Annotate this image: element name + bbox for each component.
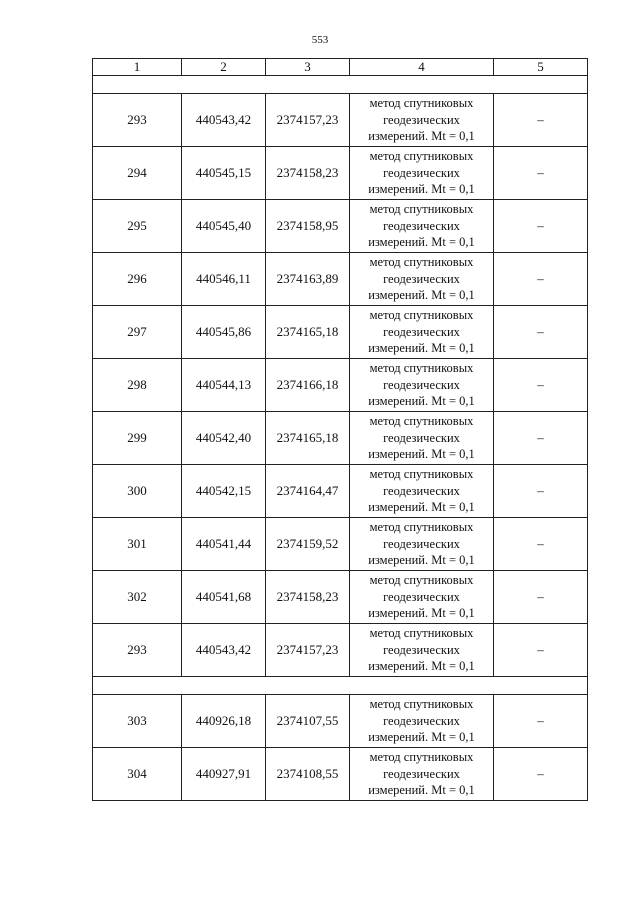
point-number-cell: 297 (93, 306, 182, 359)
method-line-3: измерений. Mt = 0,1 (368, 288, 475, 303)
header-row (93, 59, 588, 76)
note-cell: – (494, 200, 588, 253)
note-cell: – (494, 695, 588, 748)
y-coordinate-cell: 2374164,47 (266, 465, 350, 518)
point-number-cell: 293 (93, 94, 182, 147)
x-coordinate-cell: 440545,86 (182, 306, 266, 359)
point-number-cell: 294 (93, 147, 182, 200)
method-line-3: измерений. Mt = 0,1 (368, 129, 475, 144)
table-row (93, 748, 588, 801)
method-line-3: измерений. Mt = 0,1 (368, 730, 475, 745)
method-cell (350, 571, 494, 624)
method-line-2: геодезических (383, 589, 460, 604)
method-line-1: метод спутниковых (369, 414, 474, 429)
y-coordinate-cell: 2374158,23 (266, 571, 350, 624)
y-coordinate-cell: 2374157,23 (266, 624, 350, 677)
method-line-3: измерений. Mt = 0,1 (368, 553, 475, 568)
x-coordinate-cell: 440545,15 (182, 147, 266, 200)
method-line-2: геодезических (383, 713, 460, 728)
page-number: 553 (311, 34, 329, 46)
method-line-2: геодезических (383, 483, 460, 498)
note-cell: – (494, 571, 588, 624)
y-coordinate-cell: 2374159,52 (266, 518, 350, 571)
table-row (93, 412, 588, 465)
x-coordinate-cell: 440543,42 (182, 624, 266, 677)
method-line-3: измерений. Mt = 0,1 (368, 235, 475, 250)
method-line-3: измерений. Mt = 0,1 (368, 447, 475, 462)
method-cell (350, 147, 494, 200)
method-line-1: метод спутниковых (369, 361, 474, 376)
table-row (93, 571, 588, 624)
method-line-3: измерений. Mt = 0,1 (368, 394, 475, 409)
table-row (93, 253, 588, 306)
method-line-3: измерений. Mt = 0,1 (368, 783, 475, 798)
method-line-2: геодезических (383, 430, 460, 445)
method-line-1: метод спутниковых (369, 573, 474, 588)
method-line-2: геодезических (383, 766, 460, 781)
method-cell (350, 748, 494, 801)
point-number-cell: 299 (93, 412, 182, 465)
method-line-1: метод спутниковых (369, 467, 474, 482)
y-coordinate-cell: 2374166,18 (266, 359, 350, 412)
method-line-2: геодезических (383, 324, 460, 339)
x-coordinate-cell: 440541,68 (182, 571, 266, 624)
method-line-2: геодезических (383, 536, 460, 551)
note-cell: – (494, 147, 588, 200)
note-cell: – (494, 359, 588, 412)
point-number-cell: 301 (93, 518, 182, 571)
method-line-1: метод спутниковых (369, 255, 474, 270)
method-cell (350, 359, 494, 412)
header-cell-2: 2 (182, 59, 266, 76)
header-cell-1: 1 (93, 59, 182, 76)
point-number-cell: 295 (93, 200, 182, 253)
table-row (93, 518, 588, 571)
note-cell: – (494, 253, 588, 306)
header-cell-4: 4 (350, 59, 494, 76)
method-cell (350, 94, 494, 147)
method-line-2: геодезических (383, 377, 460, 392)
method-line-3: измерений. Mt = 0,1 (368, 606, 475, 621)
table-row (93, 94, 588, 147)
table-row (93, 465, 588, 518)
method-cell (350, 695, 494, 748)
section-separator-row (93, 76, 588, 94)
point-number-cell: 303 (93, 695, 182, 748)
table-row (93, 306, 588, 359)
x-coordinate-cell: 440926,18 (182, 695, 266, 748)
point-number-cell: 293 (93, 624, 182, 677)
x-coordinate-cell: 440545,40 (182, 200, 266, 253)
method-line-3: измерений. Mt = 0,1 (368, 659, 475, 674)
x-coordinate-cell: 440543,42 (182, 94, 266, 147)
note-cell: – (494, 748, 588, 801)
note-cell: – (494, 624, 588, 677)
point-number-cell: 298 (93, 359, 182, 412)
table-row (93, 359, 588, 412)
method-line-3: измерений. Mt = 0,1 (368, 341, 475, 356)
table-row (93, 624, 588, 677)
y-coordinate-cell: 2374108,55 (266, 748, 350, 801)
x-coordinate-cell: 440542,40 (182, 412, 266, 465)
point-number-cell: 300 (93, 465, 182, 518)
method-line-2: геодезических (383, 112, 460, 127)
note-cell: – (494, 412, 588, 465)
method-cell (350, 518, 494, 571)
section-separator-row (93, 677, 588, 695)
x-coordinate-cell: 440544,13 (182, 359, 266, 412)
method-line-1: метод спутниковых (369, 697, 474, 712)
table-row (93, 147, 588, 200)
y-coordinate-cell: 2374107,55 (266, 695, 350, 748)
note-cell: – (494, 94, 588, 147)
method-line-2: геодезических (383, 271, 460, 286)
y-coordinate-cell: 2374158,95 (266, 200, 350, 253)
y-coordinate-cell: 2374157,23 (266, 94, 350, 147)
note-cell: – (494, 518, 588, 571)
method-cell (350, 465, 494, 518)
x-coordinate-cell: 440546,11 (182, 253, 266, 306)
point-number-cell: 304 (93, 748, 182, 801)
header-cell-5: 5 (494, 59, 588, 76)
y-coordinate-cell: 2374165,18 (266, 306, 350, 359)
method-line-1: метод спутниковых (369, 96, 474, 111)
method-line-2: геодезических (383, 218, 460, 233)
header-cell-3: 3 (266, 59, 350, 76)
method-line-1: метод спутниковых (369, 202, 474, 217)
table-row (93, 695, 588, 748)
method-line-3: измерений. Mt = 0,1 (368, 182, 475, 197)
y-coordinate-cell: 2374165,18 (266, 412, 350, 465)
method-cell (350, 624, 494, 677)
point-number-cell: 302 (93, 571, 182, 624)
table-row (93, 200, 588, 253)
y-coordinate-cell: 2374163,89 (266, 253, 350, 306)
method-line-1: метод спутниковых (369, 149, 474, 164)
method-line-1: метод спутниковых (369, 520, 474, 535)
method-cell (350, 200, 494, 253)
method-cell (350, 253, 494, 306)
method-line-2: геодезических (383, 165, 460, 180)
note-cell: – (494, 306, 588, 359)
method-line-1: метод спутниковых (369, 626, 474, 641)
note-cell: – (494, 465, 588, 518)
x-coordinate-cell: 440541,44 (182, 518, 266, 571)
x-coordinate-cell: 440542,15 (182, 465, 266, 518)
method-line-3: измерений. Mt = 0,1 (368, 500, 475, 515)
point-number-cell: 296 (93, 253, 182, 306)
x-coordinate-cell: 440927,91 (182, 748, 266, 801)
method-cell (350, 412, 494, 465)
method-line-2: геодезических (383, 642, 460, 657)
y-coordinate-cell: 2374158,23 (266, 147, 350, 200)
coordinates-table (92, 58, 588, 801)
method-cell (350, 306, 494, 359)
method-line-1: метод спутниковых (369, 750, 474, 765)
method-line-1: метод спутниковых (369, 308, 474, 323)
